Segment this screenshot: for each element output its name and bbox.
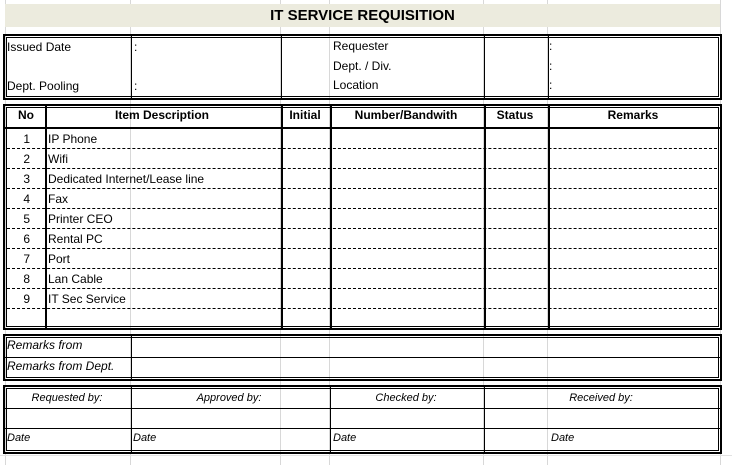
row-number: 5 <box>23 212 30 226</box>
dept-div-colon: : <box>549 59 553 73</box>
row-separator <box>7 188 717 189</box>
remarks-from-label: Remarks from <box>7 338 83 352</box>
issued-date-label: Issued Date <box>7 40 72 54</box>
page-title: IT SERVICE REQUISITION <box>5 4 720 27</box>
row-number: 8 <box>23 272 30 286</box>
row-description: IP Phone <box>48 132 98 146</box>
row-separator <box>7 288 717 289</box>
dept-div-label: Dept. / Div. <box>333 59 392 73</box>
row-separator <box>7 208 717 209</box>
date-label-received: Date <box>551 432 575 444</box>
header-remarks: Remarks <box>607 108 659 122</box>
row-separator <box>7 148 717 149</box>
row-separator <box>7 168 717 169</box>
remarks-row-separator <box>5 357 720 358</box>
row-number: 2 <box>23 152 30 166</box>
received-by-label: Received by: <box>569 392 633 404</box>
grid-line <box>0 455 732 456</box>
header-item-description: Item Description <box>114 108 210 122</box>
row-description: Printer CEO <box>48 212 113 226</box>
row-description: Wifi <box>48 152 68 166</box>
approved-by-label: Approved by: <box>196 392 262 404</box>
info-divider <box>131 36 132 98</box>
remarks-section <box>3 334 722 381</box>
row-separator <box>7 268 717 269</box>
header-number-bandwidth: Number/Bandwith <box>354 108 458 122</box>
info-divider <box>281 36 282 98</box>
requested-by-label: Requested by: <box>31 392 103 404</box>
row-description: Port <box>48 252 71 266</box>
info-divider <box>484 36 485 98</box>
date-label-checked: Date <box>333 432 357 444</box>
row-description: Lan Cable <box>48 272 103 286</box>
column-divider <box>281 106 283 328</box>
row-number: 3 <box>23 172 30 186</box>
header-no: No <box>18 108 34 122</box>
row-separator <box>7 248 717 249</box>
row-separator <box>7 308 717 309</box>
column-divider <box>484 106 486 328</box>
requester-label: Requester <box>333 39 389 53</box>
row-description: IT Sec Service <box>48 292 126 306</box>
location-label: Location <box>333 78 379 92</box>
date-label-requested: Date <box>7 432 31 444</box>
row-description: Rental PC <box>48 232 103 246</box>
header-separator <box>5 127 720 129</box>
header-status: Status <box>496 108 534 122</box>
column-divider <box>330 106 332 328</box>
dept-pooling-colon: : <box>134 79 138 93</box>
remarks-from-dept-label: Remarks from Dept. <box>7 359 115 373</box>
dept-pooling-label: Dept. Pooling <box>7 79 80 93</box>
row-number: 1 <box>23 132 30 146</box>
location-colon: : <box>549 78 553 92</box>
row-description: Dedicated Internet/Lease line <box>48 172 205 186</box>
requester-colon: : <box>549 39 553 53</box>
row-number: 7 <box>23 252 30 266</box>
row-separator <box>7 228 717 229</box>
date-label-approved: Date <box>133 432 157 444</box>
issued-date-colon: : <box>134 40 138 54</box>
signature-row-separator <box>5 408 720 409</box>
row-description: Fax <box>48 192 69 206</box>
column-divider <box>548 106 550 328</box>
row-number: 6 <box>23 232 30 246</box>
checked-by-label: Checked by: <box>375 392 437 404</box>
signature-row-separator <box>5 428 720 429</box>
column-divider <box>45 106 47 328</box>
row-number: 4 <box>23 192 30 206</box>
row-number: 9 <box>23 292 30 306</box>
header-initial: Initial <box>289 108 321 122</box>
